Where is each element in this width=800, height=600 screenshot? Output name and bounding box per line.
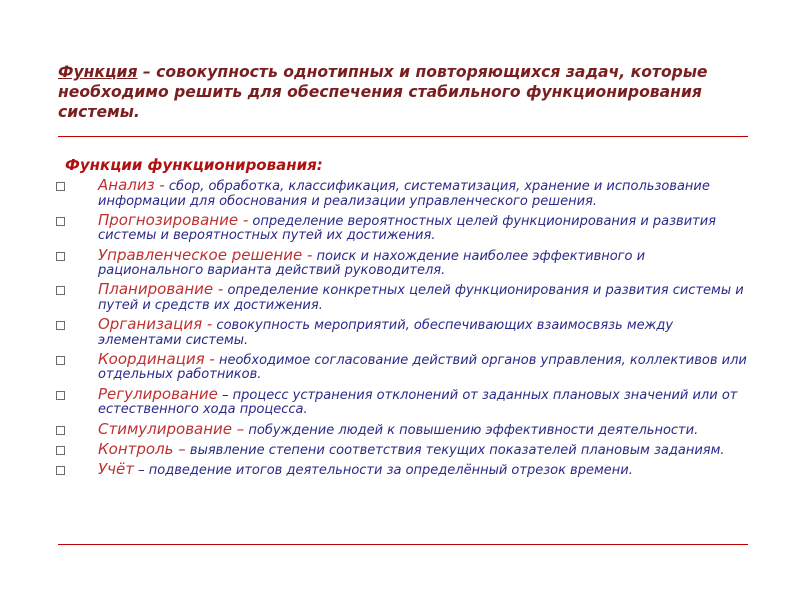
functions-list — [50, 178, 750, 482]
slide-title — [58, 62, 758, 122]
list-item — [50, 178, 750, 209]
list-item — [50, 419, 750, 439]
item-definition: – процесс устранения отклонений от заданных плановых значений или от естественного хода процесса. — [98, 387, 738, 418]
item-term: Контроль – — [98, 439, 186, 458]
item-definition: определение конкретных целей функционирования и развития системы и путей и средств их достижения. — [98, 283, 744, 313]
checkbox-bullet-icon — [56, 446, 65, 455]
checkbox-bullet-icon — [56, 182, 65, 191]
title-definition: – совокупность однотипных и повторяющихся задач, которые необходимо решить для обеспечения стабильного функционирования системы. — [58, 63, 708, 121]
item-term: Стимулирование – — [98, 419, 245, 438]
item-term: Регулирование — [98, 384, 218, 403]
item-definition: необходимое согласование действий органов управления, коллективов или отдельных работников. — [98, 352, 747, 383]
list-item — [50, 384, 750, 418]
item-definition: выявление степени соответствия текущих показателей плановым заданиям. — [185, 442, 725, 458]
item-term: Управленческое решение - — [98, 245, 313, 264]
item-term: Анализ - — [98, 176, 165, 194]
item-definition: определение вероятностных целей функционирования и развития системы и вероятностных путей их достижения. — [98, 213, 716, 244]
item-definition: совокупность мероприятий, обеспечивающих взаимосвязь между элементами системы. — [98, 318, 674, 348]
section-heading: Функции функционирования: — [65, 156, 323, 174]
checkbox-bullet-icon — [56, 391, 65, 400]
item-term: Планирование - — [98, 280, 224, 299]
checkbox-bullet-icon — [56, 217, 65, 226]
item-definition: – подведение итогов деятельности за определённый отрезок времени. — [133, 463, 633, 479]
checkbox-bullet-icon — [56, 286, 65, 295]
item-definition: поиск и нахождение наиболее эффективного и рационального варианта действий руководителя. — [98, 248, 646, 279]
item-definition: побуждение людей к повышению эффективности деятельности. — [244, 422, 699, 438]
list-item — [50, 245, 750, 279]
top-divider — [58, 136, 748, 137]
item-term: Прогнозирование - — [98, 210, 249, 229]
item-term: Организация - — [98, 315, 213, 334]
item-term: Координация - — [98, 349, 215, 368]
item-term: Учёт — [98, 460, 134, 479]
list-item — [50, 210, 750, 244]
list-item — [50, 349, 750, 383]
list-item — [50, 462, 750, 479]
list-item — [50, 317, 750, 348]
checkbox-bullet-icon — [56, 356, 65, 365]
checkbox-bullet-icon — [56, 321, 65, 330]
checkbox-bullet-icon — [56, 466, 65, 475]
checkbox-bullet-icon — [56, 426, 65, 435]
bottom-divider — [58, 544, 748, 545]
checkbox-bullet-icon — [56, 252, 65, 261]
list-item — [50, 282, 750, 313]
title-term: Функция — [58, 63, 138, 81]
item-definition: сбор, обработка, классификация, систематизация, хранение и использование информации для обоснования и реализации управленческого решения. — [98, 179, 710, 209]
list-item — [50, 439, 750, 459]
